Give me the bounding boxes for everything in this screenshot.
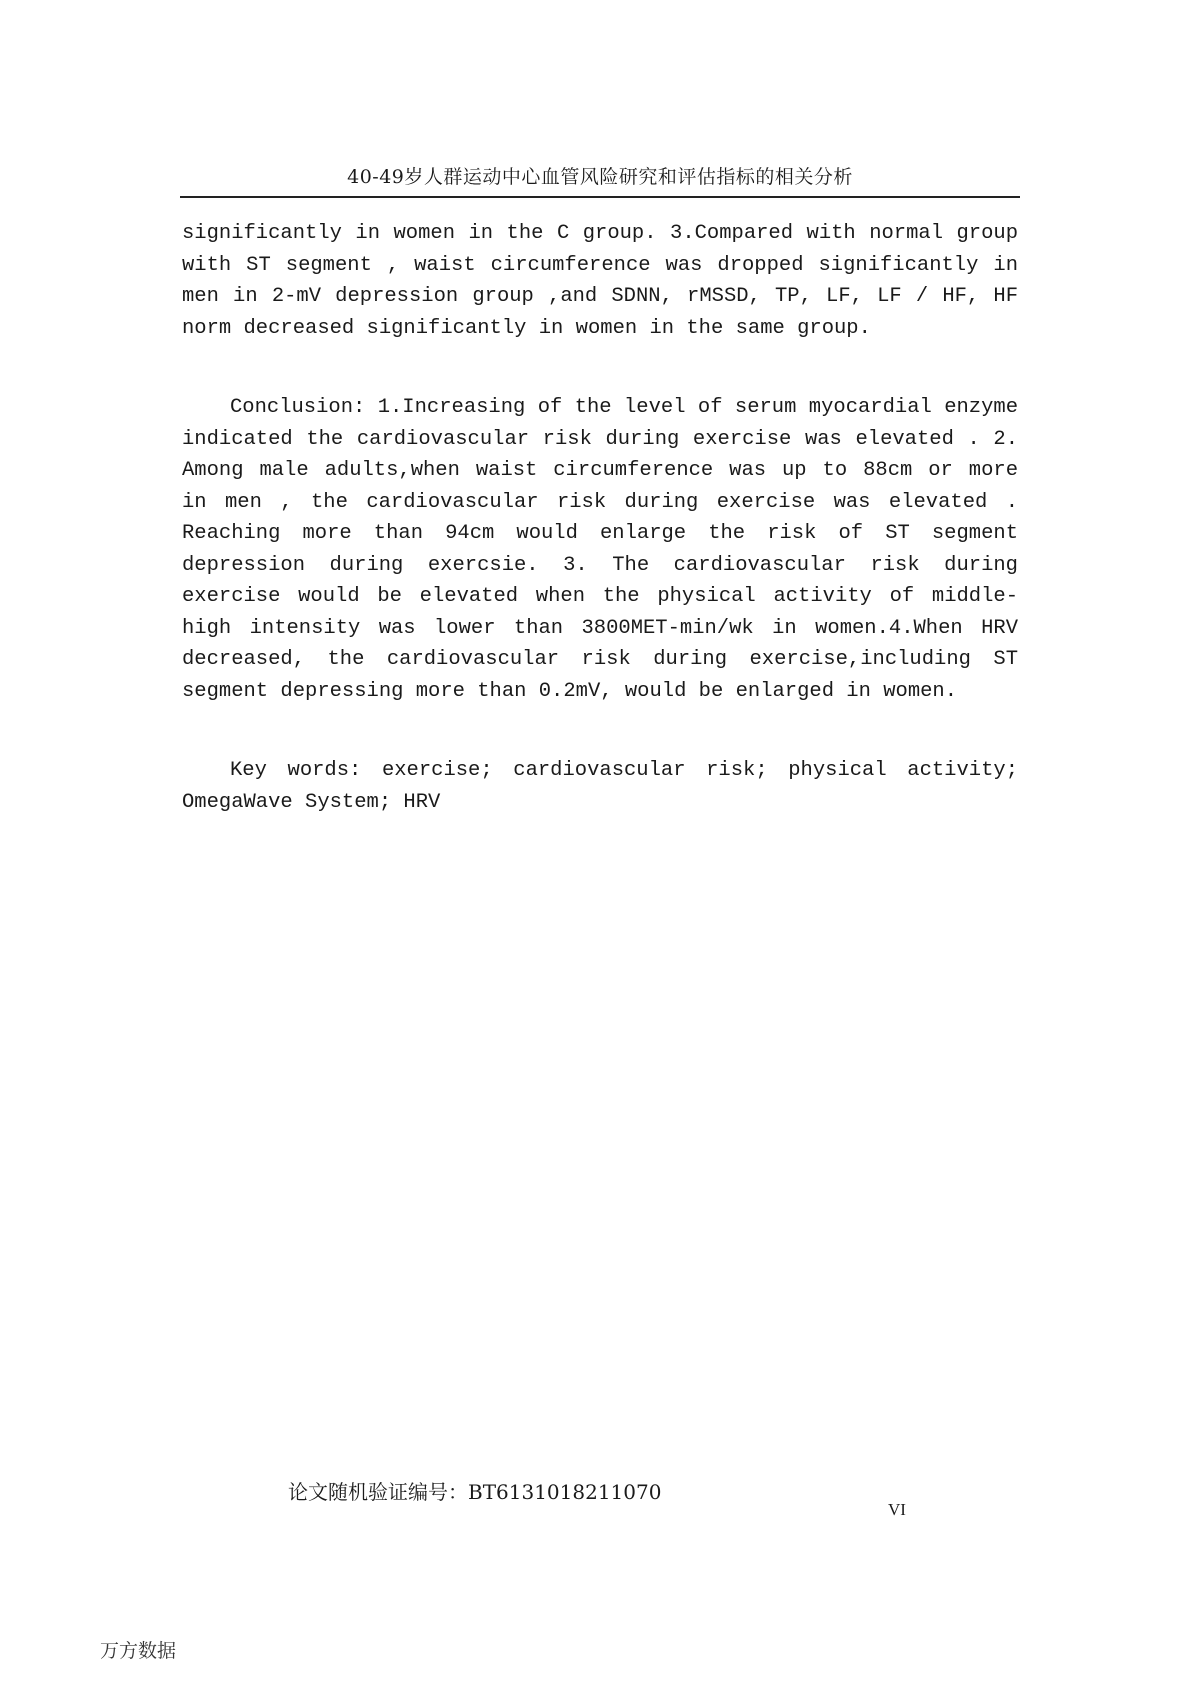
abstract-paragraph-results: significantly in women in the C group. 3.Compared with normal group with ST segment , waist circumference was dropped significantly in men in 2-mV depression group ,and SDNN, rMSSD, TP, LF, LF / HF, HF norm decreased significantly in women in the same group. [182, 222, 1018, 340]
abstract-paragraph-conclusion: Conclusion: 1.Increasing of the level of serum myocardial enzyme indicated the cardiovascular risk during exercise was elevated . 2. Among male adults,when waist circumference was up to 88cm or more in men , the cardiovascular risk during exercise was elevated . Reaching more than 94cm would enlarge the risk of ST segment depression during exercsie. 3. The cardiovascular risk during exercise would be elevated when the physical activity of middle-high intensity was lower than 3800MET-min/wk in women.4.When HRV decreased, the cardiovascular risk during exercise,including ST segment depressing more than 0.2mV, would be enlarged in women. [182, 396, 1018, 703]
verification-number: 论文随机验证编号：BT6131018211070 [288, 1480, 662, 1504]
running-header-title: 40-49岁人群运动中心血管风险研究和评估指标的相关分析 [347, 166, 853, 188]
page-number: VI [888, 1500, 906, 1519]
wanfang-watermark: 万方数据 [100, 1640, 177, 1662]
abstract-paragraph-keywords: Key words: exercise; cardiovascular risk; physical activity; OmegaWave System; HRV [182, 759, 1018, 814]
header-rule [180, 196, 1020, 198]
